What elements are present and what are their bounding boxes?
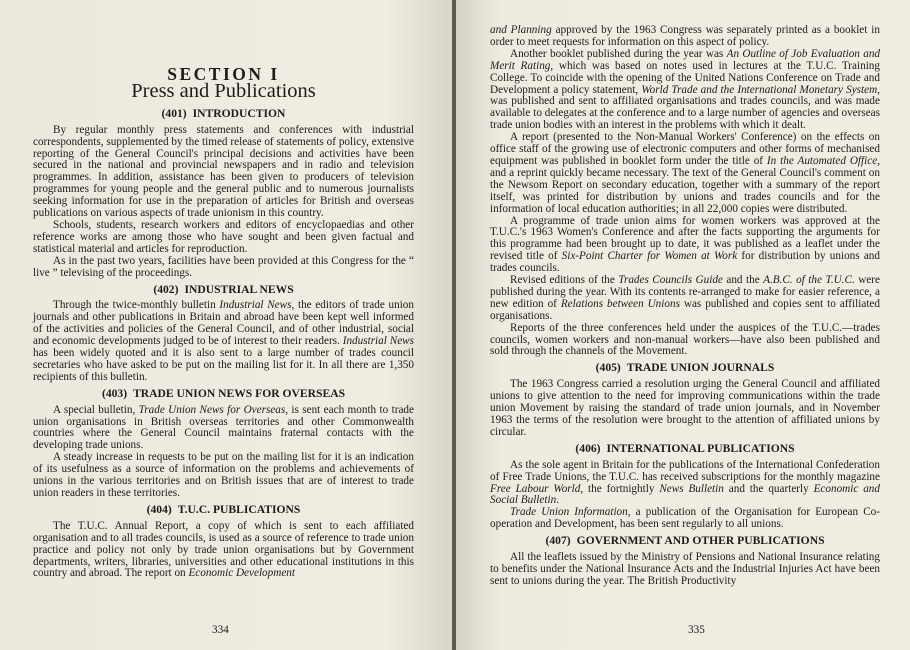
heading-407-number: (407) <box>545 534 571 548</box>
paragraph-401-2: Schools, students, research workers and editors of encyclopaedias and other reference works are among those who have sought and been given factual and statistical material and articles for reproduction. <box>33 218 414 255</box>
heading-403 <box>33 388 414 400</box>
paragraph-405-1: The 1963 Congress carried a resolution urging the General Council and affiliated unions to give attention to the need for improving communications within the trade union Movement by raising the standard of trade union journals, and in November 1963 the terms of the resolution were brought to the attention of affiliated unions by circular. <box>490 378 880 438</box>
right-column <box>490 25 880 588</box>
heading-401 <box>33 108 414 120</box>
heading-402-number: (402) <box>153 282 179 296</box>
paragraph-406-2: Trade Union Information, a publication of the Organisation for European Co-operation and Development, has been sent regularly to all unions. <box>490 506 880 531</box>
heading-402 <box>33 284 414 296</box>
paragraph-404-5: Revised editions of the Trades Councils Guide and the A.B.C. of the T.U.C. were published during the year. With its contents re-arranged to make for easier reference, a new edition of Relations between Unions was published and copies sent to affiliated organisations. <box>490 274 880 322</box>
heading-404 <box>33 504 414 516</box>
paragraph-404-4: A programme of trade union aims for women workers was approved at the T.U.C.'s 1963 Women's Conference and after the facts supporting the arguments for this programme had been brought up to date, it was published as a leaflet under the revised title of Six-Point Charter for Women at Work for distribution by unions and trades councils. <box>490 214 880 275</box>
heading-406-number: (406) <box>575 441 601 455</box>
paragraph-402-1: Through the twice-monthly bulletin Industrial News, the editors of trade union journals and other publications in Britain and abroad have been kept well informed of the activities and policies of the General Council, and of other industrial, social and economic developments judged to be of interest to their readers. Industrial News has been widely quoted and it is also sent to a large number of trades council secretaries who have asked to be put on the mailing list for it. In all there are 1,350 recipients of this bulletin. <box>33 299 414 383</box>
heading-403-title: TRADE UNION NEWS FOR OVERSEAS <box>133 386 346 400</box>
paragraph-407-1: All the leaflets issued by the Ministry of Pensions and National Insurance relating to benefits under the National Insurance Acts and the Industrial Injuries Act have been sent to unions during the year. The British Productivity <box>490 551 880 587</box>
paragraph-406-1: As the sole agent in Britain for the publications of the International Confederation of Free Trade Unions, the T.U.C. has received subscriptions for the monthly magazine Free Labour World, the fortnightly News Bulletin and the quarterly Economic and Social Bulletin. <box>490 458 880 507</box>
right-page <box>456 0 910 650</box>
paragraph-404-3: A report (presented to the Non-Manual Workers' Conference) on the effects on office staff of the growing use of electronic computers and other forms of mechanised equipment was published in booklet form under the title of In the Automated Office, and a reprint quickly became necessary. The text of the General Council's comment on the Newsom Report on secondary education, together with a summary of the report itself, was printed for distribution by unions and trades councils and for the information of local education authorities; in all 22,000 copies were distributed. <box>490 131 880 215</box>
section-title: Press and Publications <box>131 79 316 102</box>
section-label: SECTION I <box>167 64 280 84</box>
heading-405-title: TRADE UNION JOURNALS <box>626 361 775 375</box>
paragraph-404-cont: and Planning approved by the 1963 Congress was separately printed as a booklet in order to meet requests for information on this aspect of policy. <box>490 24 880 48</box>
paragraph-403-2: A steady increase in requests to be put on the mailing list for it is an indication of its usefulness as a source of information on the problems and achievements of unions in the various territories and on British issues that are of interest to trade union readers in these territories. <box>33 451 414 499</box>
left-column <box>33 64 414 580</box>
heading-406-title: INTERNATIONAL PUBLICATIONS <box>606 441 795 455</box>
heading-401-number: (401) <box>161 106 187 120</box>
heading-405-number: (405) <box>595 361 621 375</box>
heading-406 <box>490 443 880 455</box>
paragraph-401-1: By regular monthly press statements and conferences with industrial correspondents, supplemented by the timed release of statements of policy, extensive reporting of the General Council's principal decisions and activities have been secured in the national and provincial newspapers and in radio and television programmes. In addition, assistance has been given to producers of television programmes for young people and the general public and to numerous journalists seeking information for use in the preparation of articles for British and overseas publications on various aspects of trade unionism in this country. <box>33 123 414 220</box>
paragraph-401-3: As in the past two years, facilities have been provided at this Congress for the “ live ” televising of the proceedings. <box>33 254 414 279</box>
heading-405 <box>490 362 880 374</box>
paragraph-403-1: A special bulletin, Trade Union News for Overseas, is sent each month to trade union organisations in British overseas territories and other Commonwealth countries where the General Council maintains fraternal contacts with the developing trade unions. <box>33 403 414 452</box>
heading-407 <box>490 535 880 547</box>
heading-407-title: GOVERNMENT AND OTHER PUBLICATIONS <box>576 534 825 548</box>
heading-403-number: (403) <box>101 386 128 400</box>
paragraph-404-2: Another booklet published during the year was An Outline of Job Evaluation and Merit Rating, which was based on notes used in lectures at the T.U.C. Training College. To coincide with the opening of the United Nations Conference on Trade and Development a policy statement, World Trade and the International Monetary System, was published and sent to affiliated organisations and trades councils, and was made available to delegates at the conference and to a large number of agencies and overseas trade union bodies with an interest in the problems with which it dealt. <box>490 47 881 132</box>
heading-404-title: T.U.C. PUBLICATIONS <box>177 502 301 516</box>
heading-401-title: INTRODUCTION <box>192 106 286 120</box>
page-number-left: 334 <box>212 624 229 636</box>
heading-402-title: INDUSTRIAL NEWS <box>184 282 294 296</box>
paragraph-404-1: The T.U.C. Annual Report, a copy of which is sent to each affiliated organisation and to all trades councils, is used as a source of reference to trade union practice and policy not only by trade union organisations but by Government departments, writers, libraries, universities and other educational institutions in this country and abroad. The report on Economic Development <box>33 519 414 580</box>
paragraph-404-6: Reports of the three conferences held under the auspices of the T.U.C.—trades councils, women workers and non-manual workers—have also been published and sold through the channels of the Movement. <box>490 321 880 358</box>
left-page <box>0 0 452 650</box>
heading-404-number: (404) <box>146 502 172 516</box>
page-number-right: 335 <box>688 624 705 636</box>
